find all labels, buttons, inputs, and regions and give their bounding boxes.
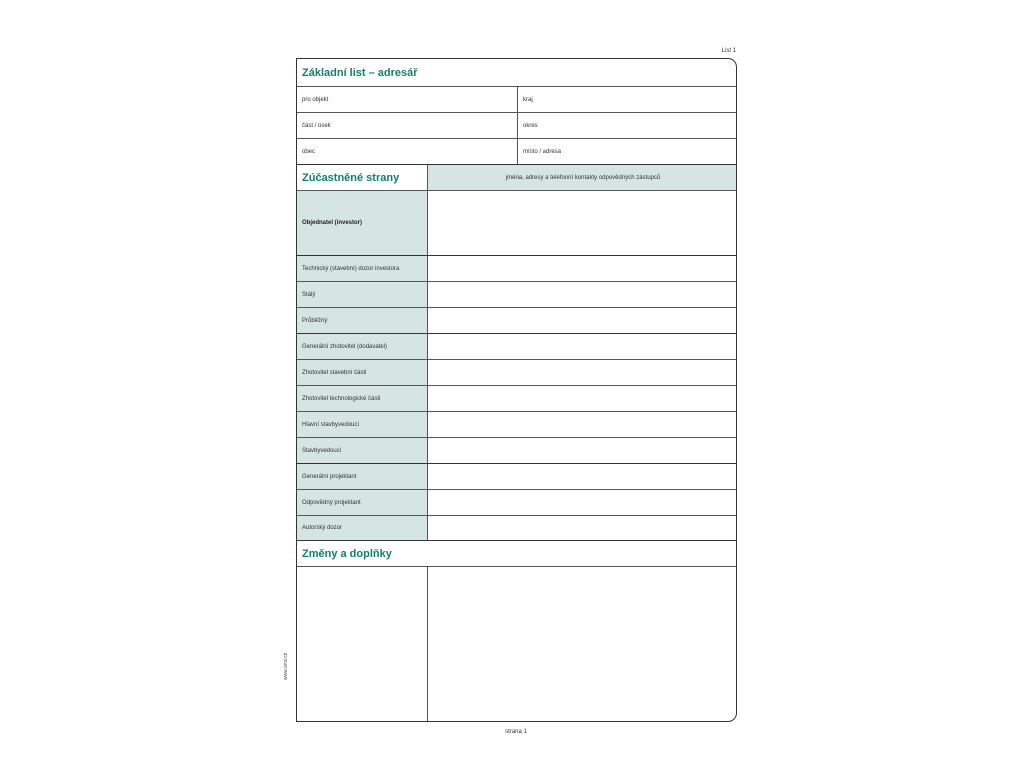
party-label: Generální projektant <box>297 464 427 489</box>
region-field[interactable]: kraj <box>517 87 737 112</box>
party-row <box>297 333 736 359</box>
municipality-field[interactable]: obec <box>302 148 316 155</box>
party-row <box>297 515 736 540</box>
party-contact-field[interactable] <box>427 360 737 385</box>
party-row <box>297 307 736 333</box>
object-row <box>297 86 736 112</box>
party-contact-field[interactable] <box>427 256 737 281</box>
object-row <box>297 112 736 138</box>
party-row <box>297 255 736 281</box>
party-label: Průběžný <box>297 308 427 333</box>
website-url: www.arra.cz <box>283 652 289 680</box>
party-label: Stavbyvedoucí <box>297 438 427 463</box>
party-contact-field[interactable] <box>427 464 737 489</box>
party-contact-field[interactable] <box>427 490 737 515</box>
party-row <box>297 190 736 255</box>
party-label: Zhotovitel technologické části <box>297 386 427 411</box>
party-label: Autorský dozor <box>297 516 427 540</box>
parties-header <box>297 164 736 190</box>
changes-body <box>297 566 736 722</box>
party-contact-field[interactable] <box>427 282 737 307</box>
party-row <box>297 489 736 515</box>
sheet-label: List 1 <box>721 48 736 54</box>
party-label: Technický (stavební) dozor investora <box>297 256 427 281</box>
party-row <box>297 463 736 489</box>
party-contact-field[interactable] <box>427 334 737 359</box>
party-label: Odpovědný projektant <box>297 490 427 515</box>
party-row <box>297 359 736 385</box>
party-label: Zhotovitel stavební části <box>297 360 427 385</box>
district-field[interactable]: okres <box>517 113 737 138</box>
contacts-column-note: jména, adresy a telefonní kontakty odpovědných zástupců <box>427 165 737 190</box>
party-row <box>297 411 736 437</box>
party-label: Generální zhotovitel (dodavatel) <box>297 334 427 359</box>
party-contact-field[interactable] <box>427 516 737 540</box>
object-field[interactable]: pro objekt <box>302 96 329 103</box>
section-field[interactable]: část / úsek <box>302 122 331 129</box>
address-field[interactable]: místo / adresa <box>517 139 737 164</box>
party-contact-field[interactable] <box>427 308 737 333</box>
party-row <box>297 437 736 463</box>
party-contact-field[interactable] <box>427 191 737 255</box>
form-title: Základní list – adresář <box>302 66 418 79</box>
address-form <box>296 58 737 722</box>
party-label: Hlavní stavbyvedoucí <box>297 412 427 437</box>
parties-title: Zúčastněné strany <box>302 171 400 184</box>
change-date-field[interactable] <box>297 567 427 722</box>
party-row <box>297 281 736 307</box>
party-label: Objednatel (investor) <box>297 191 427 255</box>
party-contact-field[interactable] <box>427 438 737 463</box>
form-header <box>297 59 736 86</box>
changes-header <box>297 540 736 566</box>
changes-title: Změny a doplňky <box>302 547 392 560</box>
page-number: strana 1 <box>505 729 527 735</box>
change-description-field[interactable] <box>427 567 737 722</box>
party-contact-field[interactable] <box>427 386 737 411</box>
party-row <box>297 385 736 411</box>
object-row <box>297 138 736 164</box>
party-label: Stálý <box>297 282 427 307</box>
party-contact-field[interactable] <box>427 412 737 437</box>
